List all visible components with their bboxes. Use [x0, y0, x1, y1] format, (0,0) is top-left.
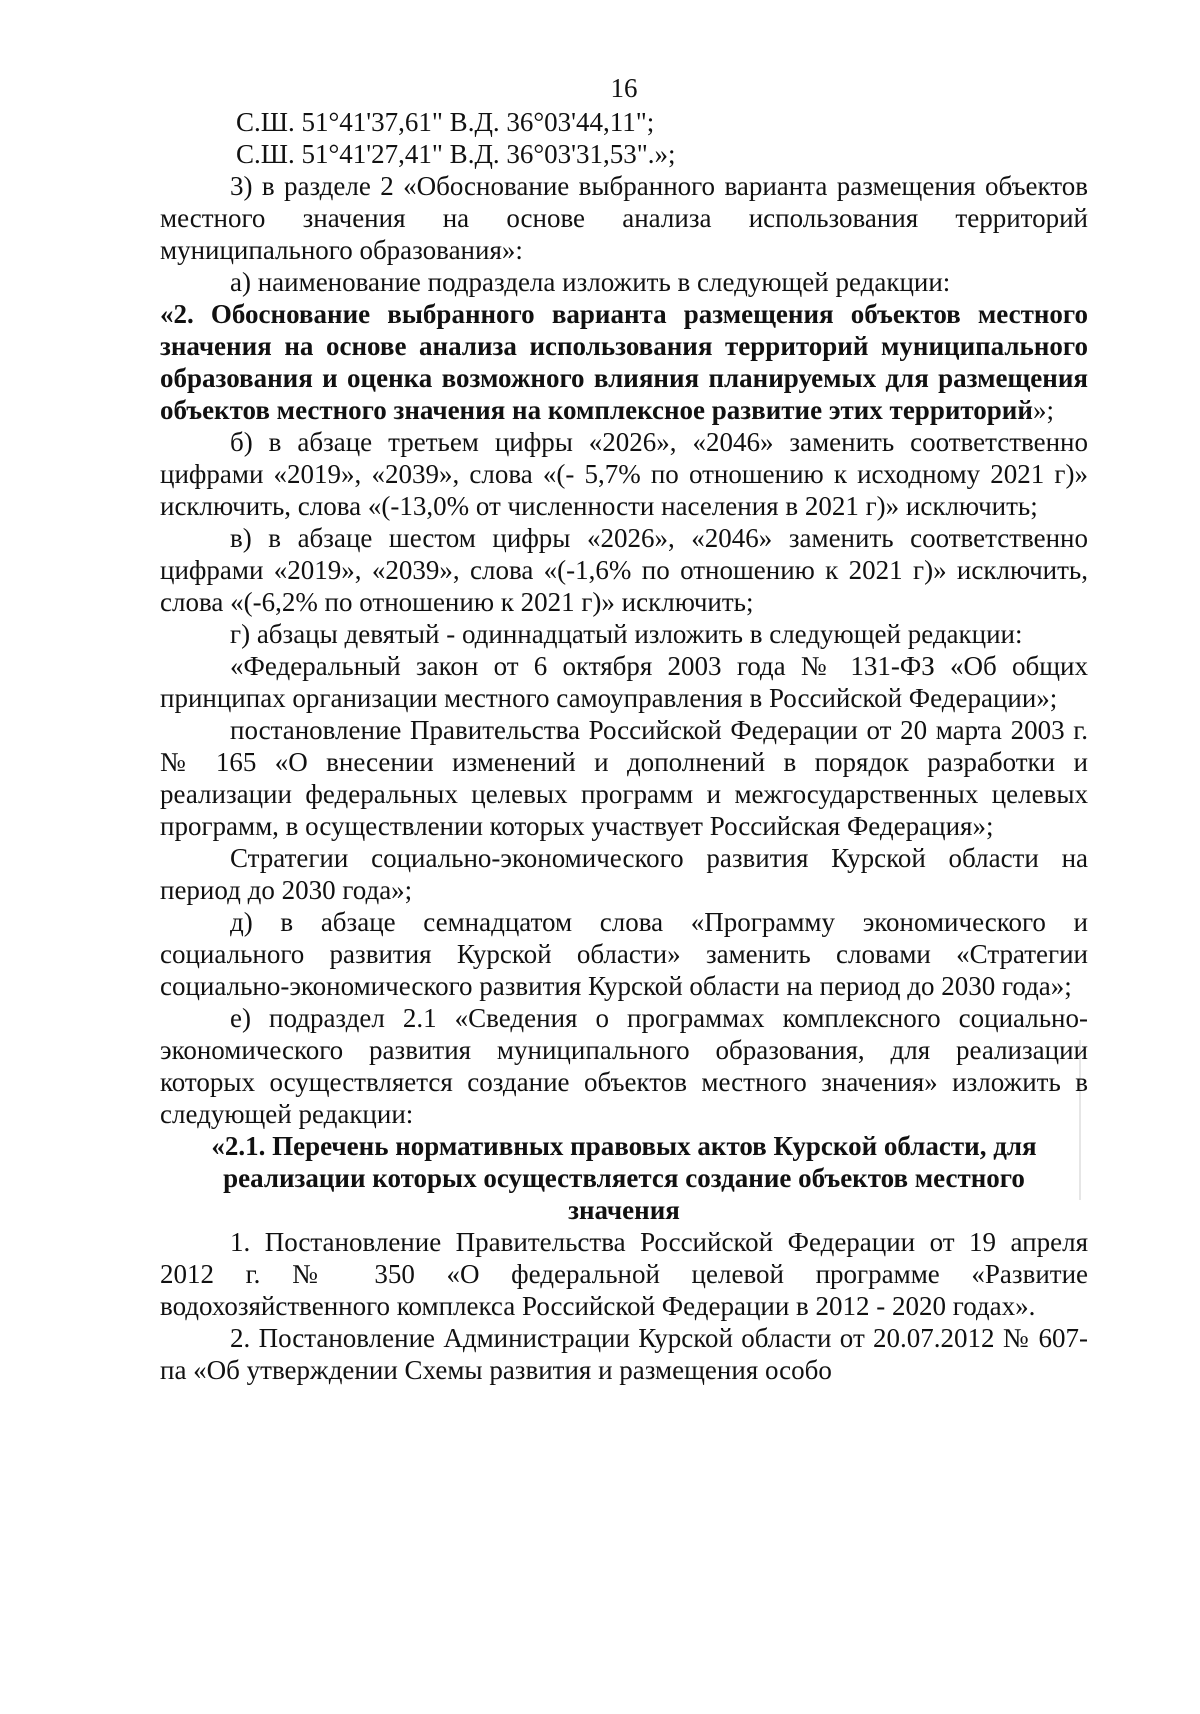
coordinates-line-1: С.Ш. 51°41'37,61" В.Д. 36°03'44,11";	[236, 107, 655, 137]
paragraph-item-v: в) в абзаце шестом цифры «2026», «2046» заменить соответственно цифрами «2019», «2039», слова «(-1,6% по отношению к 2021 г)» исключить, слова «(-6,2% по отношению к 2021 г)» исключить;	[160, 523, 1088, 617]
subsection-heading: «2.1. Перечень нормативных правовых актов Курской области, для реализации которых осуществляется создание объектов местного значения	[211, 1131, 1037, 1225]
paragraph-item-a: а) наименование подраздела изложить в следующей редакции:	[230, 267, 951, 297]
bold-heading-close-quote: »;	[1032, 395, 1054, 425]
document-body	[160, 72, 1088, 1386]
quoted-strategy: Стратегии социально-экономического развития Курской области на период до 2030 года»;	[160, 843, 1088, 905]
paragraph-item-3: 3) в разделе 2 «Обоснование выбранного варианта размещения объектов местного значения на основе анализа использования территорий муниципального образования»:	[160, 171, 1088, 265]
bold-heading-open-quote: «	[160, 299, 174, 329]
paragraph-item-e: е) подраздел 2.1 «Сведения о программах комплексного социально-экономического развития муниципального образования, для реализации которых осуществляется создание объектов местного значения» изложить в следующей редакции:	[160, 1003, 1088, 1129]
quoted-federal-law: «Федеральный закон от 6 октября 2003 года № 131-ФЗ «Об общих принципах организации местного самоуправления в Российской Федерации»;	[160, 651, 1088, 713]
paragraph-item-g: г) абзацы девятый - одиннадцатый изложить в следующей редакции:	[230, 619, 1023, 649]
bold-heading-paragraph	[160, 298, 1088, 426]
page-number: 16	[610, 73, 638, 103]
coordinates-line-2: С.Ш. 51°41'27,41" В.Д. 36°03'31,53".»;	[236, 139, 676, 169]
list-item-2: 2. Постановление Администрации Курской области от 20.07.2012 № 607-па «Об утверждении Схемы развития и размещения особо	[160, 1323, 1088, 1385]
paragraph-item-b: б) в абзаце третьем цифры «2026», «2046» заменить соответственно цифрами «2019», «2039», слова «(- 5,7% по отношению к исходному 2021 г)» исключить, слова «(-13,0% от численности населения в 2021 г)» исключить;	[160, 427, 1088, 521]
quoted-government-decree: постановление Правительства Российской Федерации от 20 марта 2003 г. № 165 «О внесении изменений и дополнений в порядок разработки и реализации федеральных целевых программ и межгосударственных целевых программ, в осуществлении которых участвует Российская Федерация»;	[160, 715, 1088, 841]
paragraph-item-d: д) в абзаце семнадцатом слова «Программу экономического и социального развития Курской области» заменить словами «Стратегии социально-экономического развития Курской области на период до 2030 года»;	[160, 907, 1088, 1001]
bold-heading-text: 2. Обоснование выбранного варианта размещения объектов местного значения на основе анализа использования территорий муниципального образования и оценка возможного влияния планируемых для размещения объектов местного значения на комплексное развитие этих территорий	[160, 299, 1088, 425]
list-item-1: 1. Постановление Правительства Российской Федерации от 19 апреля 2012 г. № 350 «О федеральной целевой программе «Развитие водохозяйственного комплекса Российской Федерации в 2012 - 2020 годах».	[160, 1227, 1088, 1321]
